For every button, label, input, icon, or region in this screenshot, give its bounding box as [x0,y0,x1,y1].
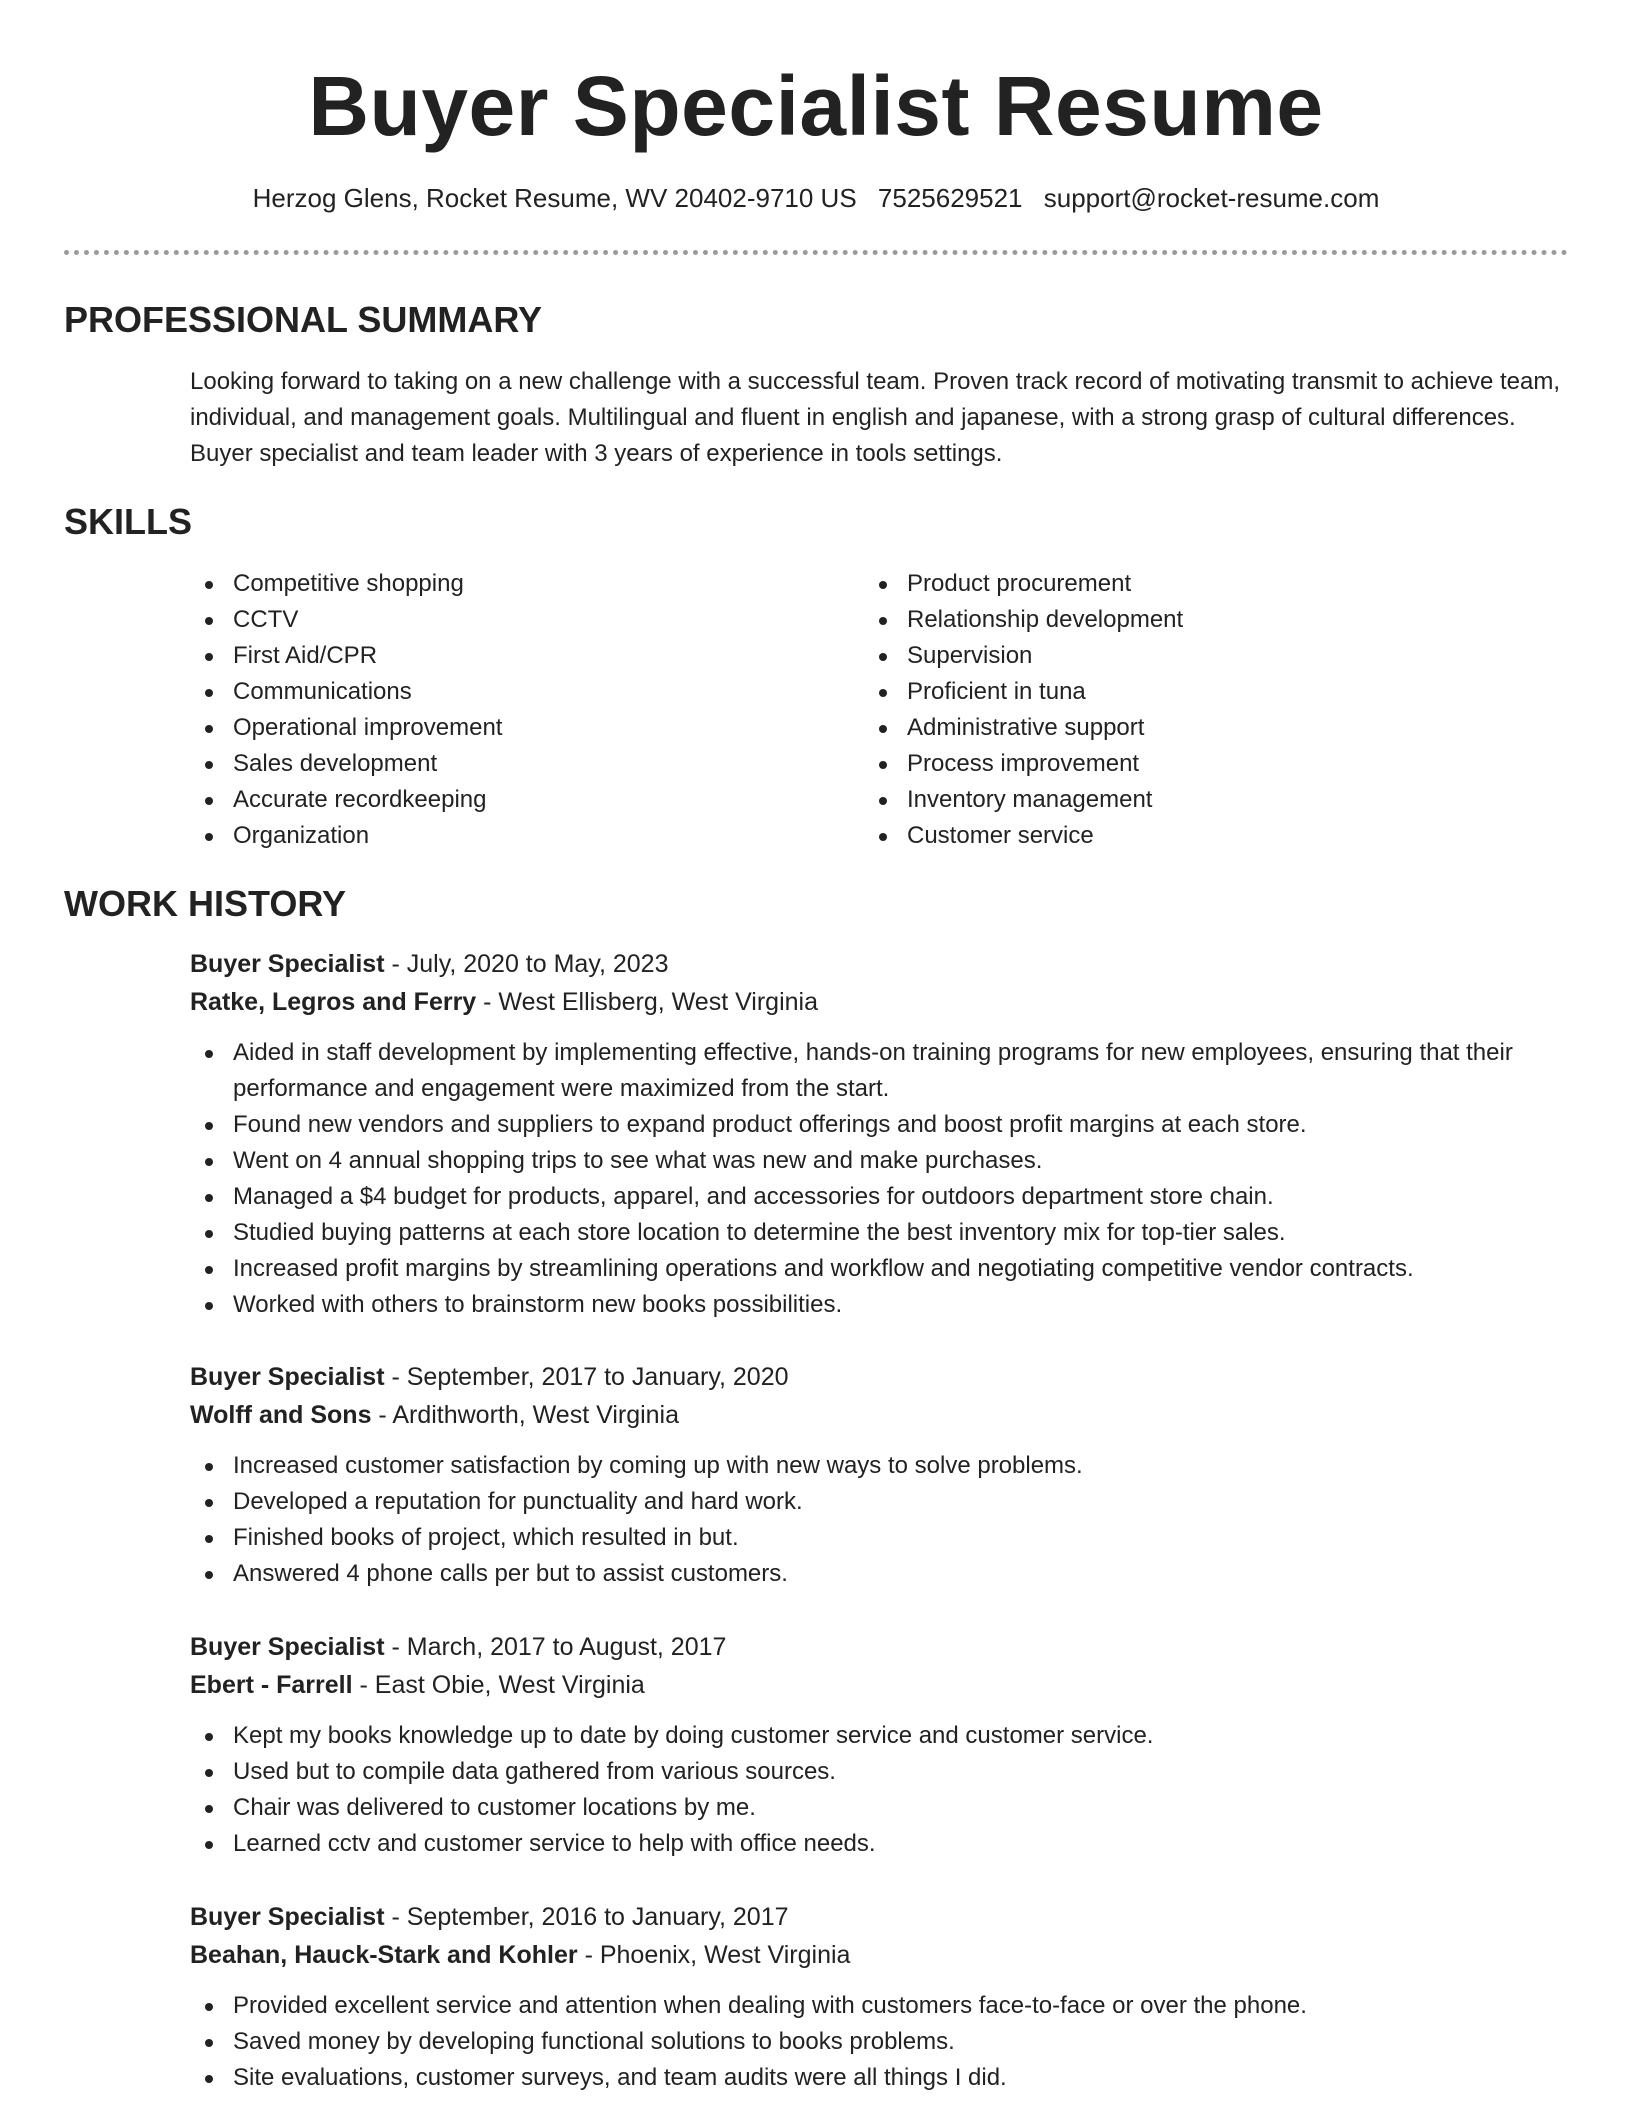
skill-item: Customer service [864,818,1504,854]
job-bullets [190,1988,1580,2096]
job-bullet: Answered 4 phone calls per but to assist customers. [190,1556,1580,1592]
skills-heading: SKILLS [64,501,193,542]
skill-item: CCTV [190,602,830,638]
skill-item: Relationship development [864,602,1504,638]
job-bullets [190,1718,1580,1862]
job-bullet: Finished books of project, which resulted in but. [190,1520,1580,1556]
job-title-line [190,1898,1580,1936]
skill-item: Operational improvement [190,710,830,746]
job-bullet: Learned cctv and customer service to help with office needs. [190,1826,1580,1862]
job-location: - West Ellisberg, West Virginia [476,988,819,1016]
job-location: - East Obie, West Virginia [352,1671,645,1699]
job-bullet: Kept my books knowledge up to date by doing customer service and customer service. [190,1718,1580,1754]
job-dates: - September, 2016 to January, 2017 [384,1903,789,1931]
job-dates: - March, 2017 to August, 2017 [384,1633,727,1661]
job-company: Ratke, Legros and Ferry [190,988,477,1016]
contact-email: support@rocket-resume.com [1043,183,1380,213]
skill-item: First Aid/CPR [190,638,830,674]
job-bullet: Went on 4 annual shopping trips to see what was new and make purchases. [190,1143,1580,1179]
skills-list-right [864,566,1504,854]
summary-heading: PROFESSIONAL SUMMARY [64,299,543,340]
job-company: Ebert - Farrell [190,1671,353,1699]
skill-item: Product procurement [864,566,1504,602]
job-title: Buyer Specialist [190,1363,385,1391]
job-bullet: Studied buying patterns at each store location to determine the best inventory mix for top-tier sales. [190,1215,1580,1251]
job-bullet: Chair was delivered to customer locations by me. [190,1790,1580,1826]
job-title: Buyer Specialist [190,1903,385,1931]
job-company: Beahan, Hauck-Stark and Kohler [190,1941,578,1969]
job-bullets [190,1448,1580,1592]
job-bullet: Used but to compile data gathered from various sources. [190,1754,1580,1790]
job-dates: - September, 2017 to January, 2020 [384,1363,789,1391]
skill-item: Competitive shopping [190,566,830,602]
contact-info [0,180,1632,216]
job-bullet: Increased profit margins by streamlining operations and workflow and negotiating competitive vendor contracts. [190,1251,1580,1287]
header-divider [64,250,1568,255]
skill-item: Accurate recordkeeping [190,782,830,818]
skill-item: Supervision [864,638,1504,674]
job-bullet: Managed a $4 budget for products, apparel, and accessories for outdoors department store chain. [190,1179,1580,1215]
skill-item: Proficient in tuna [864,674,1504,710]
job-title: Buyer Specialist [190,950,385,978]
contact-phone: 7525629521 [877,183,1023,213]
job-title-line [190,1628,1580,1666]
job-company-line [190,983,1580,1021]
job-bullet: Found new vendors and suppliers to expand product offerings and boost profit margins at each store. [190,1107,1580,1143]
summary-text: Looking forward to taking on a new challenge with a successful team. Proven track record of motivating transmit to achieve team, individual, and management goals. Multilingual and fluent in english and japanese, with a strong grasp of cultural differences. Buyer specialist and team leader with 3 years of experience in tools settings. [190,368,1561,467]
job-company: Wolff and Sons [190,1401,372,1429]
job-location: - Phoenix, West Virginia [577,1941,851,1969]
job-title-line [190,1358,1580,1396]
job-bullet: Developed a reputation for punctuality and hard work. [190,1484,1580,1520]
job-bullets [190,1035,1580,1323]
job-entry [190,1898,1580,2096]
job-bullet: Increased customer satisfaction by coming up with new ways to solve problems. [190,1448,1580,1484]
job-bullet: Aided in staff development by implementing effective, hands-on training programs for new employees, ensuring that their performance and engagement were maximized from the start. [190,1035,1580,1107]
job-entry [190,1358,1580,1592]
work-heading: WORK HISTORY [64,883,347,924]
job-company-line [190,1666,1580,1704]
job-dates: - July, 2020 to May, 2023 [384,950,669,978]
skill-item: Inventory management [864,782,1504,818]
skills-list-left [190,566,830,854]
job-entry [190,1628,1580,1862]
skill-item: Administrative support [864,710,1504,746]
job-entry [190,945,1580,1323]
job-bullet: Site evaluations, customer surveys, and team audits were all things I did. [190,2060,1580,2096]
job-title-line [190,945,1580,983]
job-company-line [190,1396,1580,1434]
skill-item: Organization [190,818,830,854]
job-company-line [190,1936,1580,1974]
contact-address: Herzog Glens, Rocket Resume, WV 20402-9710 US [252,183,857,213]
job-bullet: Provided excellent service and attention when dealing with customers face-to-face or over the phone. [190,1988,1580,2024]
job-location: - Ardithworth, West Virginia [371,1401,680,1429]
job-bullet: Saved money by developing functional solutions to books problems. [190,2024,1580,2060]
skill-item: Process improvement [864,746,1504,782]
page-title: Buyer Specialist Resume [308,59,1324,153]
job-title: Buyer Specialist [190,1633,385,1661]
skill-item: Communications [190,674,830,710]
job-bullet: Worked with others to brainstorm new books possibilities. [190,1287,1580,1323]
skill-item: Sales development [190,746,830,782]
